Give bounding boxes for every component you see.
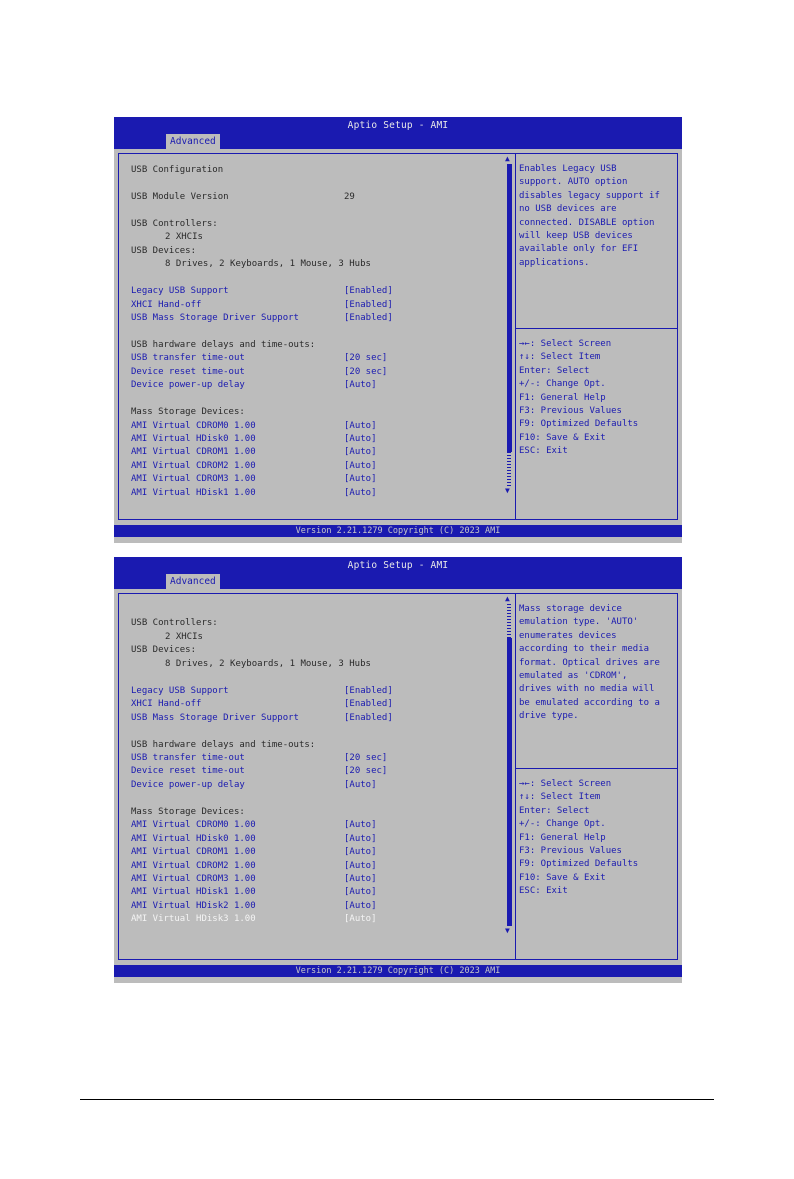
bios-title: Aptio Setup - AMI (347, 120, 449, 131)
setting-label: Device reset time-out (131, 766, 245, 777)
setting-value[interactable]: [Auto] (344, 474, 377, 485)
key-hint: ↑↓: Select Item (519, 792, 601, 803)
bios-title: Aptio Setup - AMI (347, 560, 449, 571)
help-line: support. AUTO option (519, 177, 628, 188)
setting-label: 2 XHCIs (165, 631, 203, 642)
setting-label: Device reset time-out (131, 366, 245, 377)
setting-label: AMI Virtual CDROM0 1.00 (131, 820, 256, 831)
key-legend (519, 778, 638, 899)
setting-label: USB Devices: (131, 245, 197, 256)
scroll-down-arrow-icon[interactable]: ▼ (505, 926, 510, 935)
page-footer-rule (80, 1099, 714, 1100)
bios-screen-usb-configuration (114, 117, 682, 543)
setting-label: Mass Storage Devices: (131, 806, 245, 817)
setting-label: USB Controllers: (131, 218, 218, 229)
setting-value[interactable]: [Auto] (344, 434, 377, 444)
setting-value[interactable]: [Auto] (344, 820, 377, 831)
help-line: disables legacy support if (519, 190, 660, 201)
bios-main-frame (118, 593, 678, 960)
help-line: emulation type. 'AUTO' (519, 617, 639, 628)
setting-label: AMI Virtual CDROM3 1.00 (131, 874, 256, 884)
scroll-down-arrow-icon[interactable]: ▼ (505, 486, 510, 495)
key-hint: F1: General Help (519, 392, 606, 403)
setting-label: AMI Virtual HDisk2 1.00 (131, 900, 256, 911)
key-hint: Enter: Select (519, 805, 590, 816)
setting-label: AMI Virtual CDROM2 1.00 (131, 460, 256, 471)
help-line: according to their media (519, 644, 650, 655)
help-line: format. Optical drives are (519, 657, 660, 668)
help-line: emulated as 'CDROM', (519, 670, 628, 681)
help-description (519, 603, 660, 724)
help-divider (516, 768, 678, 769)
setting-label: XHCI Hand-off (131, 299, 202, 310)
bios-header (114, 557, 682, 589)
setting-value[interactable]: [Auto] (344, 380, 377, 391)
setting-label: USB transfer time-out (131, 353, 245, 364)
setting-value[interactable]: [Enabled] (344, 299, 393, 310)
setting-label: AMI Virtual HDisk0 1.00 (131, 833, 256, 844)
setting-value[interactable]: [Auto] (344, 447, 377, 458)
key-hint: Enter: Select (519, 365, 590, 376)
help-line: Mass storage device (519, 604, 622, 614)
tab-advanced[interactable]: Advanced (166, 574, 220, 589)
setting-label: AMI Virtual CDROM1 1.00 (131, 847, 256, 858)
setting-value[interactable]: [Auto] (344, 847, 377, 858)
help-divider (516, 328, 678, 329)
setting-value[interactable]: [Auto] (344, 874, 377, 884)
scroll-up-arrow-icon[interactable]: ▲ (505, 154, 510, 163)
key-hint: F10: Save & Exit (519, 432, 606, 443)
setting-value[interactable]: [Enabled] (344, 286, 393, 297)
key-hint: ESC: Exit (519, 446, 568, 457)
help-line: Enables Legacy USB (519, 164, 617, 174)
setting-value[interactable]: [20 sec] (344, 752, 388, 763)
help-line: be emulated according to a (519, 697, 660, 708)
setting-label: USB hardware delays and time-outs: (131, 739, 316, 750)
setting-label: AMI Virtual HDisk3 1.00 (131, 914, 256, 925)
setting-value[interactable]: [20 sec] (344, 366, 388, 377)
setting-label: USB hardware delays and time-outs: (131, 339, 316, 350)
setting-value[interactable]: [20 sec] (344, 353, 388, 364)
setting-label: AMI Virtual CDROM1 1.00 (131, 447, 256, 458)
setting-label: USB Controllers: (131, 618, 218, 629)
key-hint: F10: Save & Exit (519, 872, 606, 883)
setting-value[interactable]: [Auto] (344, 487, 377, 498)
panel-divider (515, 154, 516, 519)
key-hint: F1: General Help (519, 832, 606, 843)
setting-value[interactable]: [Auto] (344, 420, 377, 431)
key-hint: F9: Optimized Defaults (519, 859, 639, 870)
setting-label: USB transfer time-out (131, 752, 245, 763)
help-line: will keep USB devices (519, 230, 633, 241)
scroll-up-arrow-icon[interactable]: ▲ (505, 594, 510, 603)
bios-header (114, 117, 682, 149)
key-hint: +/-: Change Opt. (519, 819, 606, 830)
setting-label: USB Mass Storage Driver Support (131, 712, 299, 723)
panel-divider (515, 594, 516, 959)
setting-label: 8 Drives, 2 Keyboards, 1 Mouse, 3 Hubs (165, 259, 371, 270)
help-line: available only for EFI (519, 244, 639, 255)
setting-label: Device power-up delay (131, 380, 245, 391)
setting-label: Mass Storage Devices: (131, 407, 245, 418)
setting-label: XHCI Hand-off (131, 699, 202, 710)
key-hint: F3: Previous Values (519, 845, 622, 856)
setting-label: AMI Virtual CDROM0 1.00 (131, 420, 256, 431)
help-description (519, 163, 660, 270)
setting-label: USB Devices: (131, 645, 197, 656)
setting-label: AMI Virtual CDROM3 1.00 (131, 474, 256, 485)
setting-value[interactable]: [Auto] (344, 860, 377, 871)
setting-value[interactable]: [Auto] (344, 460, 377, 471)
bios-footer: Version 2.21.1279 Copyright (C) 2023 AMI (114, 525, 682, 537)
setting-label: AMI Virtual HDisk1 1.00 (131, 887, 256, 898)
bios-screen-mass-storage (114, 557, 682, 983)
setting-label: AMI Virtual CDROM2 1.00 (131, 860, 256, 871)
help-line: drive type. (519, 711, 579, 722)
bios-main-frame (118, 153, 678, 520)
setting-label: USB Configuration (131, 165, 224, 175)
key-hint: →←: Select Screen (519, 339, 612, 349)
key-hint: +/-: Change Opt. (519, 379, 606, 390)
setting-value[interactable]: [Auto] (344, 900, 377, 911)
setting-value[interactable]: [Enabled] (344, 685, 393, 696)
setting-label: AMI Virtual HDisk1 1.00 (131, 487, 256, 498)
setting-value[interactable]: [Enabled] (344, 712, 393, 723)
setting-value[interactable]: [Auto] (344, 914, 377, 925)
key-hint: ESC: Exit (519, 886, 568, 897)
setting-label: 2 XHCIs (165, 232, 203, 243)
setting-label: Legacy USB Support (131, 286, 229, 297)
key-hint: →←: Select Screen (519, 779, 612, 789)
key-legend (519, 338, 638, 459)
setting-label: Device power-up delay (131, 779, 245, 790)
setting-label: USB Mass Storage Driver Support (131, 312, 299, 323)
help-line: connected. DISABLE option (519, 217, 655, 228)
help-line: applications. (519, 257, 590, 268)
setting-value[interactable]: [Enabled] (344, 699, 393, 710)
setting-label: 8 Drives, 2 Keyboards, 1 Mouse, 3 Hubs (165, 658, 371, 669)
help-line: drives with no media will (519, 684, 655, 695)
tab-advanced[interactable]: Advanced (166, 134, 220, 149)
scrollbar-thumb[interactable] (507, 638, 512, 926)
setting-value[interactable]: 29 (344, 191, 355, 202)
setting-value[interactable]: [Enabled] (344, 312, 393, 323)
bios-footer: Version 2.21.1279 Copyright (C) 2023 AMI (114, 965, 682, 977)
help-line: no USB devices are (519, 204, 617, 215)
setting-value[interactable]: [Auto] (344, 887, 377, 898)
setting-label: AMI Virtual HDisk0 1.00 (131, 434, 256, 444)
scrollbar-thumb[interactable] (507, 164, 512, 452)
setting-value[interactable]: [20 sec] (344, 766, 388, 777)
setting-label: USB Module Version (131, 191, 229, 202)
key-hint: ↑↓: Select Item (519, 352, 601, 363)
key-hint: F3: Previous Values (519, 405, 622, 416)
setting-value[interactable]: [Auto] (344, 833, 377, 844)
key-hint: F9: Optimized Defaults (519, 419, 639, 430)
setting-label: Legacy USB Support (131, 685, 229, 696)
setting-value[interactable]: [Auto] (344, 779, 377, 790)
help-line: enumerates devices (519, 630, 617, 641)
